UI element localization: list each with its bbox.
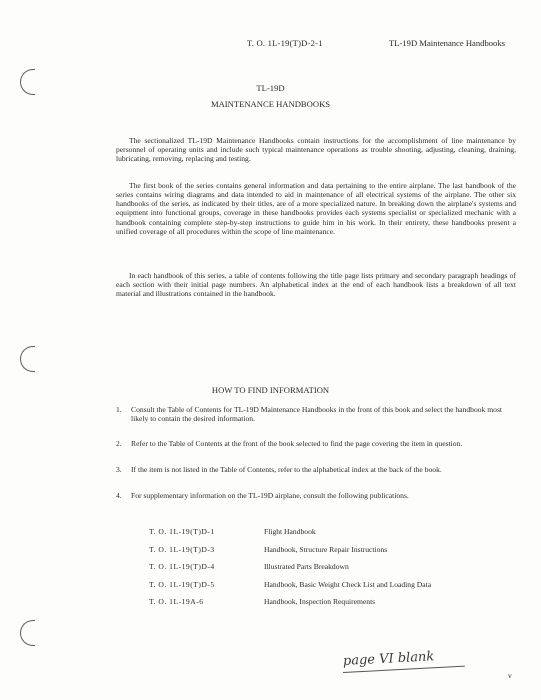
page-title: TL-19D (256, 83, 285, 93)
binder-hole-mark (20, 346, 35, 372)
instruction-step (116, 405, 516, 424)
publication-title: Handbook, Basic Weight Check List and Loading Data (264, 580, 432, 589)
intro-paragraph: The sectionalized TL-19D Maintenance Handbooks contain instructions for the accomplishment of line maintenance by personnel of operating units and include such typical maintenance operations as trouble shooting, adjusting, cleaning, draining, lubricating, removing, replacing and testing. (116, 136, 516, 164)
step-text: For supplementary information on the TL-19D airplane, consult the following publications. (131, 491, 409, 500)
publication-code: T. O. 1L-19(T)D-3 (149, 545, 215, 554)
technical-order-number: T. O. 1L-19(T)D-2-1 (247, 38, 323, 48)
step-number: 1. (116, 405, 122, 414)
publication-row (149, 562, 529, 572)
publication-row (149, 545, 529, 555)
binder-hole-mark (20, 620, 35, 646)
publication-code: T. O. 1L-19(T)D-4 (149, 562, 215, 571)
publication-title: Handbook, Structure Repair Instructions (264, 545, 388, 554)
publication-code: T. O. 1L-19(T)D-1 (149, 527, 215, 536)
step-number: 4. (116, 491, 122, 500)
intro-paragraph: In each handbook of this series, a table of contents following the title page lists primary and secondary paragraph headings of each section with their initial page numbers. An alphabetical index at the end of each handbook lists a breakdown of all text material and illustrations contained in the handbook. (116, 271, 516, 299)
instruction-step (116, 465, 516, 474)
step-number: 3. (116, 465, 122, 474)
publication-code: T. O. 1L-19A-6 (149, 597, 204, 606)
page-number: v (508, 671, 512, 680)
instruction-step (116, 439, 516, 448)
section-heading: HOW TO FIND INFORMATION (211, 385, 330, 395)
handwritten-note: page VI blank (342, 649, 435, 669)
intro-paragraph: The first book of the series contains general information and data pertaining to the entire airplane. The last handbook of the series contains wiring diagrams and data intended to aid in maintenance of all electrical systems of the airplane. The other six handbooks of the series, as indicated by their titles, are of a more specialized nature. In breaking down the airplane's systems and equipment into functional groups, coverage in these handbooks provides each systems specialist or specialized mechanic with a handbook containing complete step-by-step instructions to guide him in his work. In their entirety, these handbooks present a unified coverage of all procedures within the scope of line maintenance. (116, 181, 516, 236)
step-text: If the item is not listed in the Table of Contents, refer to the alphabetical index at the back of the book. (131, 465, 442, 474)
publication-code: T. O. 1L-19(T)D-5 (149, 580, 215, 589)
instruction-step (116, 491, 516, 500)
publication-title: Handbook, Inspection Requirements (264, 597, 376, 606)
step-text: Refer to the Table of Contents at the front of the book selected to find the page covering the item in question. (131, 439, 463, 448)
step-number: 2. (116, 439, 122, 448)
page-subtitle: MAINTENANCE HANDBOOKS (210, 99, 331, 109)
header-title: TL-19D Maintenance Handbooks (389, 38, 505, 48)
publication-title: Flight Handbook (264, 527, 316, 536)
publication-row (149, 580, 529, 590)
publication-row (149, 527, 529, 537)
step-text: Consult the Table of Contents for TL-19D Maintenance Handbooks in the front of this book and select the handbook most likely to contain the desired information. (131, 405, 503, 424)
publication-row (149, 597, 529, 607)
publication-title: Illustrated Parts Breakdown (264, 562, 349, 571)
